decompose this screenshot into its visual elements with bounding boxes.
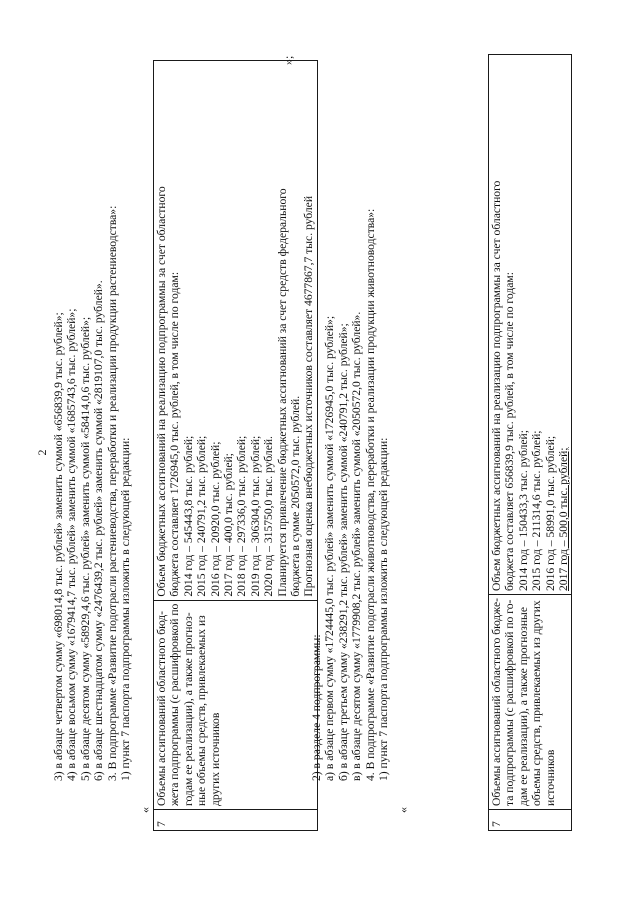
cell-line: 2014 год – 545443,8 тыс. рублей; [181, 435, 195, 597]
middle-line: в) в абзаце десятом сумму «1779908,2 тыс. рублей» заменить суммой «2050572,0 тыс. рублей». [350, 311, 364, 781]
closing-quote: »; [281, 55, 295, 65]
cell-line: 2018 год – 297336,0 тыс. рублей; [235, 435, 249, 597]
cell-line: 2014 год – 150433,3 тыс. рублей; [516, 430, 530, 592]
table-cell-num: 7 [489, 810, 572, 831]
intro-line: 3. В подпрограмме «Развитие подотрасли растениеводства, переработки и реализации продукции растениеводства»: [105, 205, 119, 781]
cell-line: та подпрограммы (с расшифровкой по го- [503, 599, 517, 806]
cell-line: бюджета составляет 1726945,0 тыс. рублей, в том числе по годам: [168, 271, 182, 597]
cell-line: 2015 год – 240791,2 тыс. рублей; [195, 435, 209, 597]
intro-line: 6) в абзаце шестнадцатом сумму «2476439,2 тыс. рублей» заменить суммой «2819107,0 тыс. рублей». [92, 280, 106, 781]
table-cell-value [489, 55, 572, 595]
table-cell-num: 7 [154, 810, 318, 831]
table-row [154, 60, 318, 830]
cell-line: Прогнозная оценка внебюджетных источников составляет 4677867,7 тыс. рублей [302, 195, 316, 597]
middle-block [310, 61, 390, 781]
passport-table-2 [488, 54, 572, 831]
page-number: 2 [35, 449, 49, 456]
cell-line: ные объемы средств, привлекаемых из [195, 615, 209, 806]
cell-line: Объемы ассигнований областного бюд- [155, 611, 168, 806]
cell-line: бюджета составляет 656839,9 тыс. рублей, в том числе по годам: [503, 272, 517, 592]
passport-table-1 [153, 60, 318, 831]
intro-block [52, 61, 132, 781]
cell-line: 2017 год – 400,0 тыс. рублей; [222, 453, 236, 597]
intro-line: 4) в абзаце восьмом сумму «1679414,7 тыс. рублей» заменить суммой «1685743,6 тыс. рублей»; [65, 308, 79, 781]
opening-quote: « [138, 807, 152, 813]
cell-line: 2016 год – 58991,0 тыс. рублей; [543, 435, 557, 592]
table-cell-value [154, 60, 318, 600]
cell-line: Планируется привлечение бюджетных ассигнований за счет средств федерального [275, 188, 289, 597]
cell-line: 2015 год – 211314,6 тыс. рублей; [530, 430, 544, 592]
cell-line: Объем бюджетных ассигнований на реализацию подпрограммы за счет областного [155, 186, 168, 597]
cell-line: 2020 год – 315750,0 тыс. рублей. [262, 436, 276, 597]
table-cell-label [489, 595, 572, 810]
cell-line: Объемы ассигнований областного бюдже- [490, 598, 503, 806]
opening-quote-2: « [396, 807, 410, 813]
middle-line: 1) пункт 7 паспорта подпрограммы изложить в следующей редакции: [377, 437, 391, 781]
middle-line: а) в абзаце первом сумму «1724445,0 тыс. рублей» заменить суммой «1726945,0 тыс. рублей»; [323, 315, 337, 781]
middle-line: б) в абзаце третьем сумму «238291,2 тыс. рублей» заменить суммой «240791,2 тыс. рублей»; [336, 323, 350, 781]
cell-line: годам ее реализации), а также прогноз- [181, 612, 195, 806]
cell-line: жета подпрограммы (с расшифровкой по [168, 603, 182, 806]
table-cell-label [154, 600, 318, 809]
cell-line: 2016 год – 20920,0 тыс. рублей; [208, 441, 222, 597]
cell-line: источников [543, 749, 557, 806]
cell-line: дам ее реализации), а также прогнозные [516, 607, 530, 806]
cell-line: бюджета в сумме 2050572,0 тыс. рублей. [289, 395, 303, 597]
middle-line: 4. В подпрограмме «Развитие подотрасли животноводства, переработки и реализации продукции животноводства»: [363, 208, 377, 781]
cell-line: 2019 год – 306304,0 тыс. рублей; [248, 435, 262, 597]
cell-line: объемы средств, привлекаемых из других [530, 600, 544, 806]
intro-line: 5) в абзаце десятом сумму «58929,4,6 тыс. рублей» заменить суммой «58414,0,6 тыс. рублей»; [78, 316, 92, 781]
middle-line: 2) в разделе 4 подпрограммы: [310, 634, 323, 781]
cell-line: других источников [208, 712, 222, 806]
cell-line: Объем бюджетных ассигнований на реализацию подпрограммы за счет областного [490, 180, 503, 592]
cell-line: 2017 год – 500,0 тыс. рублей; [557, 447, 571, 592]
intro-line: 3) в абзаце четвертом сумму «698014,8 тыс. рублей» заменить суммой «656839,9 тыс. рублей»; [52, 312, 65, 781]
table-row [489, 55, 572, 831]
intro-line: 1) пункт 7 паспорта подпрограммы изложить в следующей редакции: [119, 437, 133, 781]
